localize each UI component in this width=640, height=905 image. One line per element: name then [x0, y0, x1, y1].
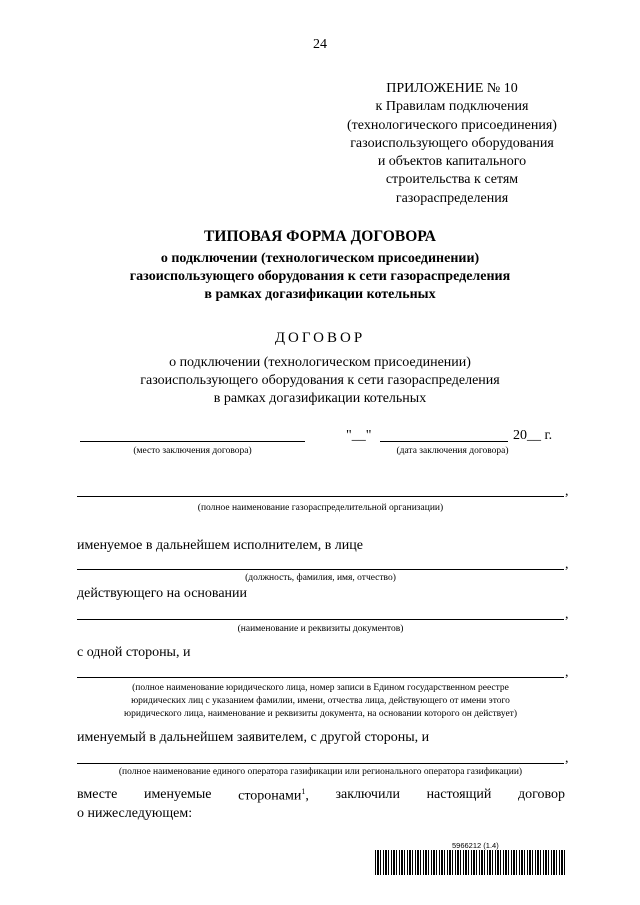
- position-label: (должность, фамилия, имя, отчество): [245, 573, 396, 583]
- place-label: (место заключения договора): [133, 446, 252, 456]
- basis-text: действующего на основании: [77, 586, 248, 601]
- comma: ,: [565, 607, 569, 622]
- barcode-text: 5966212 (1.4): [452, 841, 499, 850]
- closing-line: [77, 787, 565, 805]
- appendix-title: ПРИЛОЖЕНИЕ № 10: [386, 81, 518, 96]
- closing-word: заключили: [335, 787, 400, 802]
- closing-word: вместе: [77, 787, 118, 802]
- executor-person-line[interactable]: [77, 569, 564, 570]
- closing-word: настоящий: [426, 787, 492, 802]
- operator-line[interactable]: [77, 763, 564, 764]
- executor-text: именуемое в дальнейшем исполнителем, в лице: [77, 538, 363, 553]
- comma: ,: [565, 665, 569, 680]
- contract-subtitle-line: газоиспользующего оборудования к сети газораспределения: [140, 373, 500, 388]
- appendix-line: газораспределения: [395, 190, 509, 206]
- footnote-marker[interactable]: 1: [301, 787, 306, 796]
- basis-docs-line[interactable]: [77, 619, 564, 620]
- date-day-quote: "__": [346, 428, 372, 443]
- form-title: ТИПОВАЯ ФОРМА ДОГОВОРА: [204, 228, 436, 245]
- date-year: 20__ г.: [513, 428, 553, 443]
- gdo-name-line[interactable]: [77, 496, 564, 497]
- applicant-text: именуемый в дальнейшем заявителем, с другой стороны, и: [77, 730, 430, 745]
- page-number: 24: [313, 37, 327, 52]
- contract-heading: ДОГОВОР: [274, 330, 366, 346]
- docs-label: (наименование и реквизиты документов): [237, 624, 404, 634]
- form-subtitle-line: газоиспользующего оборудования к сети газораспределения: [129, 269, 511, 284]
- appendix-line: к Правилам подключения: [375, 99, 529, 115]
- closing-line-2: о нижеследующем:: [77, 806, 193, 821]
- contract-subtitle-line: о подключении (технологическом присоединении): [169, 355, 471, 370]
- date-label: (дата заключения договора): [396, 446, 509, 456]
- form-subtitle: [0, 250, 640, 304]
- operator-label: (полное наименование единого оператора газификации или регионального оператора газификации): [118, 767, 523, 777]
- contract-subtitle: [0, 354, 640, 408]
- comma: ,: [565, 484, 569, 499]
- legal-entity-label: [77, 682, 564, 721]
- legal-entity-label-line: (полное наименование юридического лица, номер записи в Едином государственном реестре: [132, 683, 509, 693]
- one-side-text: с одной стороны, и: [77, 645, 191, 660]
- legal-entity-line[interactable]: [77, 677, 564, 678]
- barcode-icon: [375, 850, 567, 875]
- closing-word: именуемые: [143, 787, 212, 802]
- closing-word: сторонами: [238, 788, 302, 804]
- closing-word-with-footnote: сторонами$^1$,: [238, 787, 309, 804]
- date-month-blank-line[interactable]: [380, 441, 508, 442]
- comma: ,: [565, 751, 569, 766]
- place-blank-line[interactable]: [80, 441, 305, 442]
- form-subtitle-line: в рамках догазификации котельных: [204, 287, 436, 302]
- form-subtitle-line: о подключении (технологическом присоединении): [160, 251, 480, 266]
- contract-subtitle-line: в рамках догазификации котельных: [213, 391, 427, 406]
- comma: ,: [565, 557, 569, 572]
- appendix-header: [330, 80, 574, 208]
- gdo-label: (полное наименование газораспределительной организации): [197, 503, 444, 513]
- appendix-line: строительства к сетям: [385, 172, 519, 188]
- appendix-line: и объектов капитального: [377, 154, 527, 170]
- appendix-line: (технологического присоединения): [347, 117, 557, 133]
- appendix-line: газоиспользующего оборудования: [350, 135, 554, 151]
- legal-entity-label-line: юридических лиц с указанием фамилии, имени, отчества лица, действующего от имени этого: [131, 696, 510, 706]
- legal-entity-label-line: юридического лица, наименование и реквизиты документа, на основании которого он действует): [124, 709, 517, 719]
- closing-word: договор: [517, 787, 565, 802]
